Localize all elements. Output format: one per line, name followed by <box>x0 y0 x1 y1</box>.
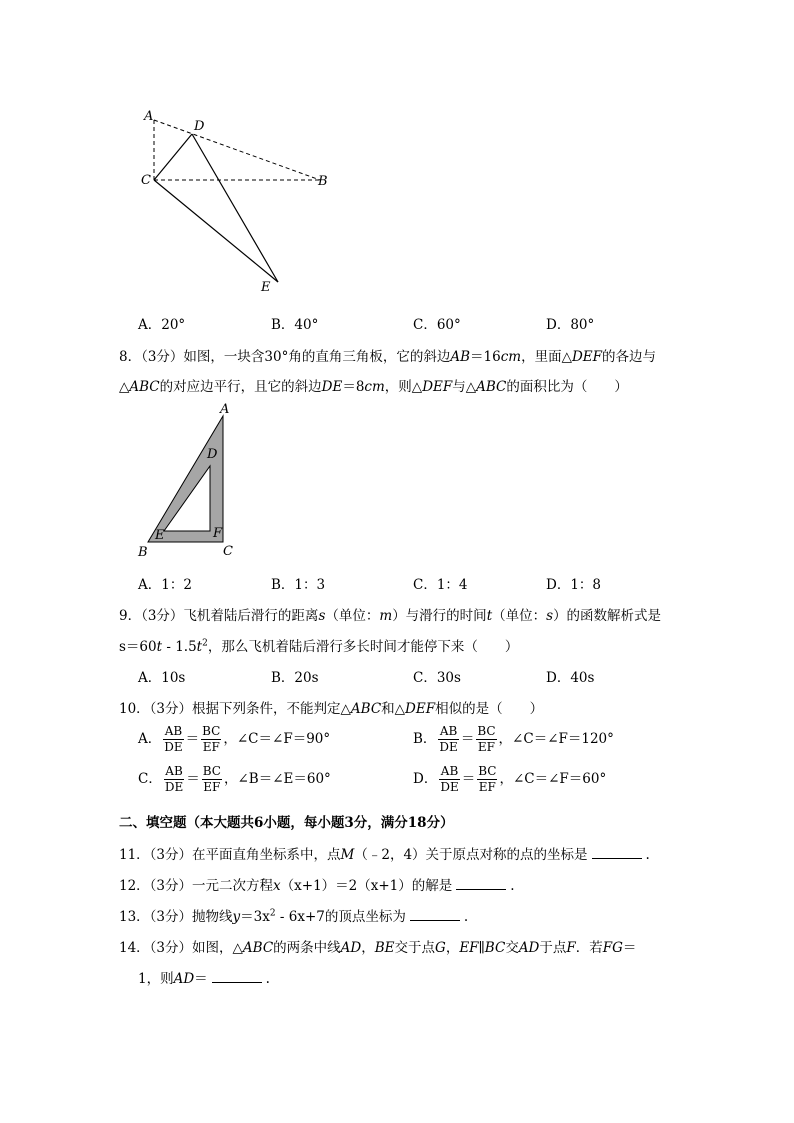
q11-answer-blank[interactable] <box>592 846 642 859</box>
q9-option-d[interactable]: D．40s <box>546 670 595 686</box>
line-ce <box>154 180 278 282</box>
label-a: A <box>220 402 230 417</box>
q12-answer-blank[interactable] <box>456 877 506 890</box>
q7-option-a[interactable]: A．20° <box>138 317 186 333</box>
q9-line1: 9．（3分）飞机着陆后滑行的距离s（单位：m）与滑行的时间t（单位：s）的函数解析式是 <box>119 608 662 624</box>
q10-option-b[interactable]: B． $\frac{AB}{DE}$ ＝ $\frac{BC}{EF}$ ，∠C＝∠F＝120° <box>413 724 614 754</box>
label-e: E <box>155 528 165 543</box>
q8-option-b[interactable]: B．1：3 <box>271 577 326 593</box>
q7-option-d[interactable]: D．80° <box>546 317 595 333</box>
label-c: C <box>141 173 151 188</box>
q10-stem: 10．（3分）根据下列条件，不能判定△ABC和△DEF相似的是（ ） <box>119 701 544 717</box>
q14-line1: 14．（3分）如图，△ABC的两条中线AD，BE交于点G，EF∥BC交AD于点F．若FG＝ <box>119 940 637 956</box>
q7-option-b[interactable]: B．40° <box>271 317 319 333</box>
q12: 12．（3分）一元二次方程x（x+1）＝2（x+1）的解是 . <box>119 878 515 894</box>
label-f: F <box>213 526 223 541</box>
q9-option-a[interactable]: A．10s <box>138 670 186 686</box>
line-cd <box>154 134 192 180</box>
label-e: E <box>261 280 271 295</box>
q8-option-a[interactable]: A．1：2 <box>138 577 192 593</box>
q9-option-b[interactable]: B．20s <box>271 670 319 686</box>
label-b: B <box>318 174 328 189</box>
label-a: A <box>144 109 154 124</box>
q14-answer-blank[interactable] <box>212 970 262 983</box>
q14-line2: 1，则AD＝ . <box>138 971 270 987</box>
q8-line1: 8．（3分）如图，一块含30°角的直角三角板，它的斜边AB＝16cm，里面△DEF的各边与 <box>119 349 657 365</box>
q10-option-c[interactable]: C． $\frac{AB}{DE}$ ＝ $\frac{BC}{EF}$ ，∠B＝∠E＝60° <box>138 764 331 794</box>
triangle-ruler <box>148 416 223 542</box>
figure-q8 <box>135 400 245 560</box>
figure-q7 <box>135 105 345 295</box>
q7-option-c[interactable]: C．60° <box>413 317 461 333</box>
q8-line2: △ABC的对应边平行，且它的斜边DE＝8cm，则△DEF与△ABC的面积比为（ ） <box>119 379 628 395</box>
label-d: D <box>207 447 218 462</box>
q8-option-d[interactable]: D．1：8 <box>546 577 602 593</box>
q13: 13．（3分）抛物线$y=3x^2 - 6x+7$的顶点坐标为 . <box>119 908 469 925</box>
q8-option-c[interactable]: C．1：4 <box>413 577 468 593</box>
label-c: C <box>223 544 233 559</box>
section-heading-fill-blank: 二、填空题（本大题共6小题，每小题3分，满分18分） <box>119 815 454 831</box>
q10-option-a[interactable]: A． $\frac{AB}{DE}$ ＝ $\frac{BC}{EF}$ ，∠C＝∠F＝90° <box>138 724 331 754</box>
q11: 11．（3分）在平面直角坐标系中，点M（﹣2，4）关于原点对称的点的坐标是 . <box>119 847 650 863</box>
label-b: B <box>138 545 148 560</box>
q9-option-c[interactable]: C．30s <box>413 670 461 686</box>
line-de <box>192 134 278 282</box>
label-d: D <box>194 119 205 134</box>
q9-line2: $s=60t - 1.5t^2$，那么飞机着陆后滑行多长时间才能停下来（ ） <box>119 638 519 655</box>
q10-option-d[interactable]: D． $\frac{AB}{DE}$ ＝ $\frac{BC}{EF}$ ，∠C＝∠F＝60° <box>413 764 607 794</box>
q13-answer-blank[interactable] <box>410 908 460 921</box>
